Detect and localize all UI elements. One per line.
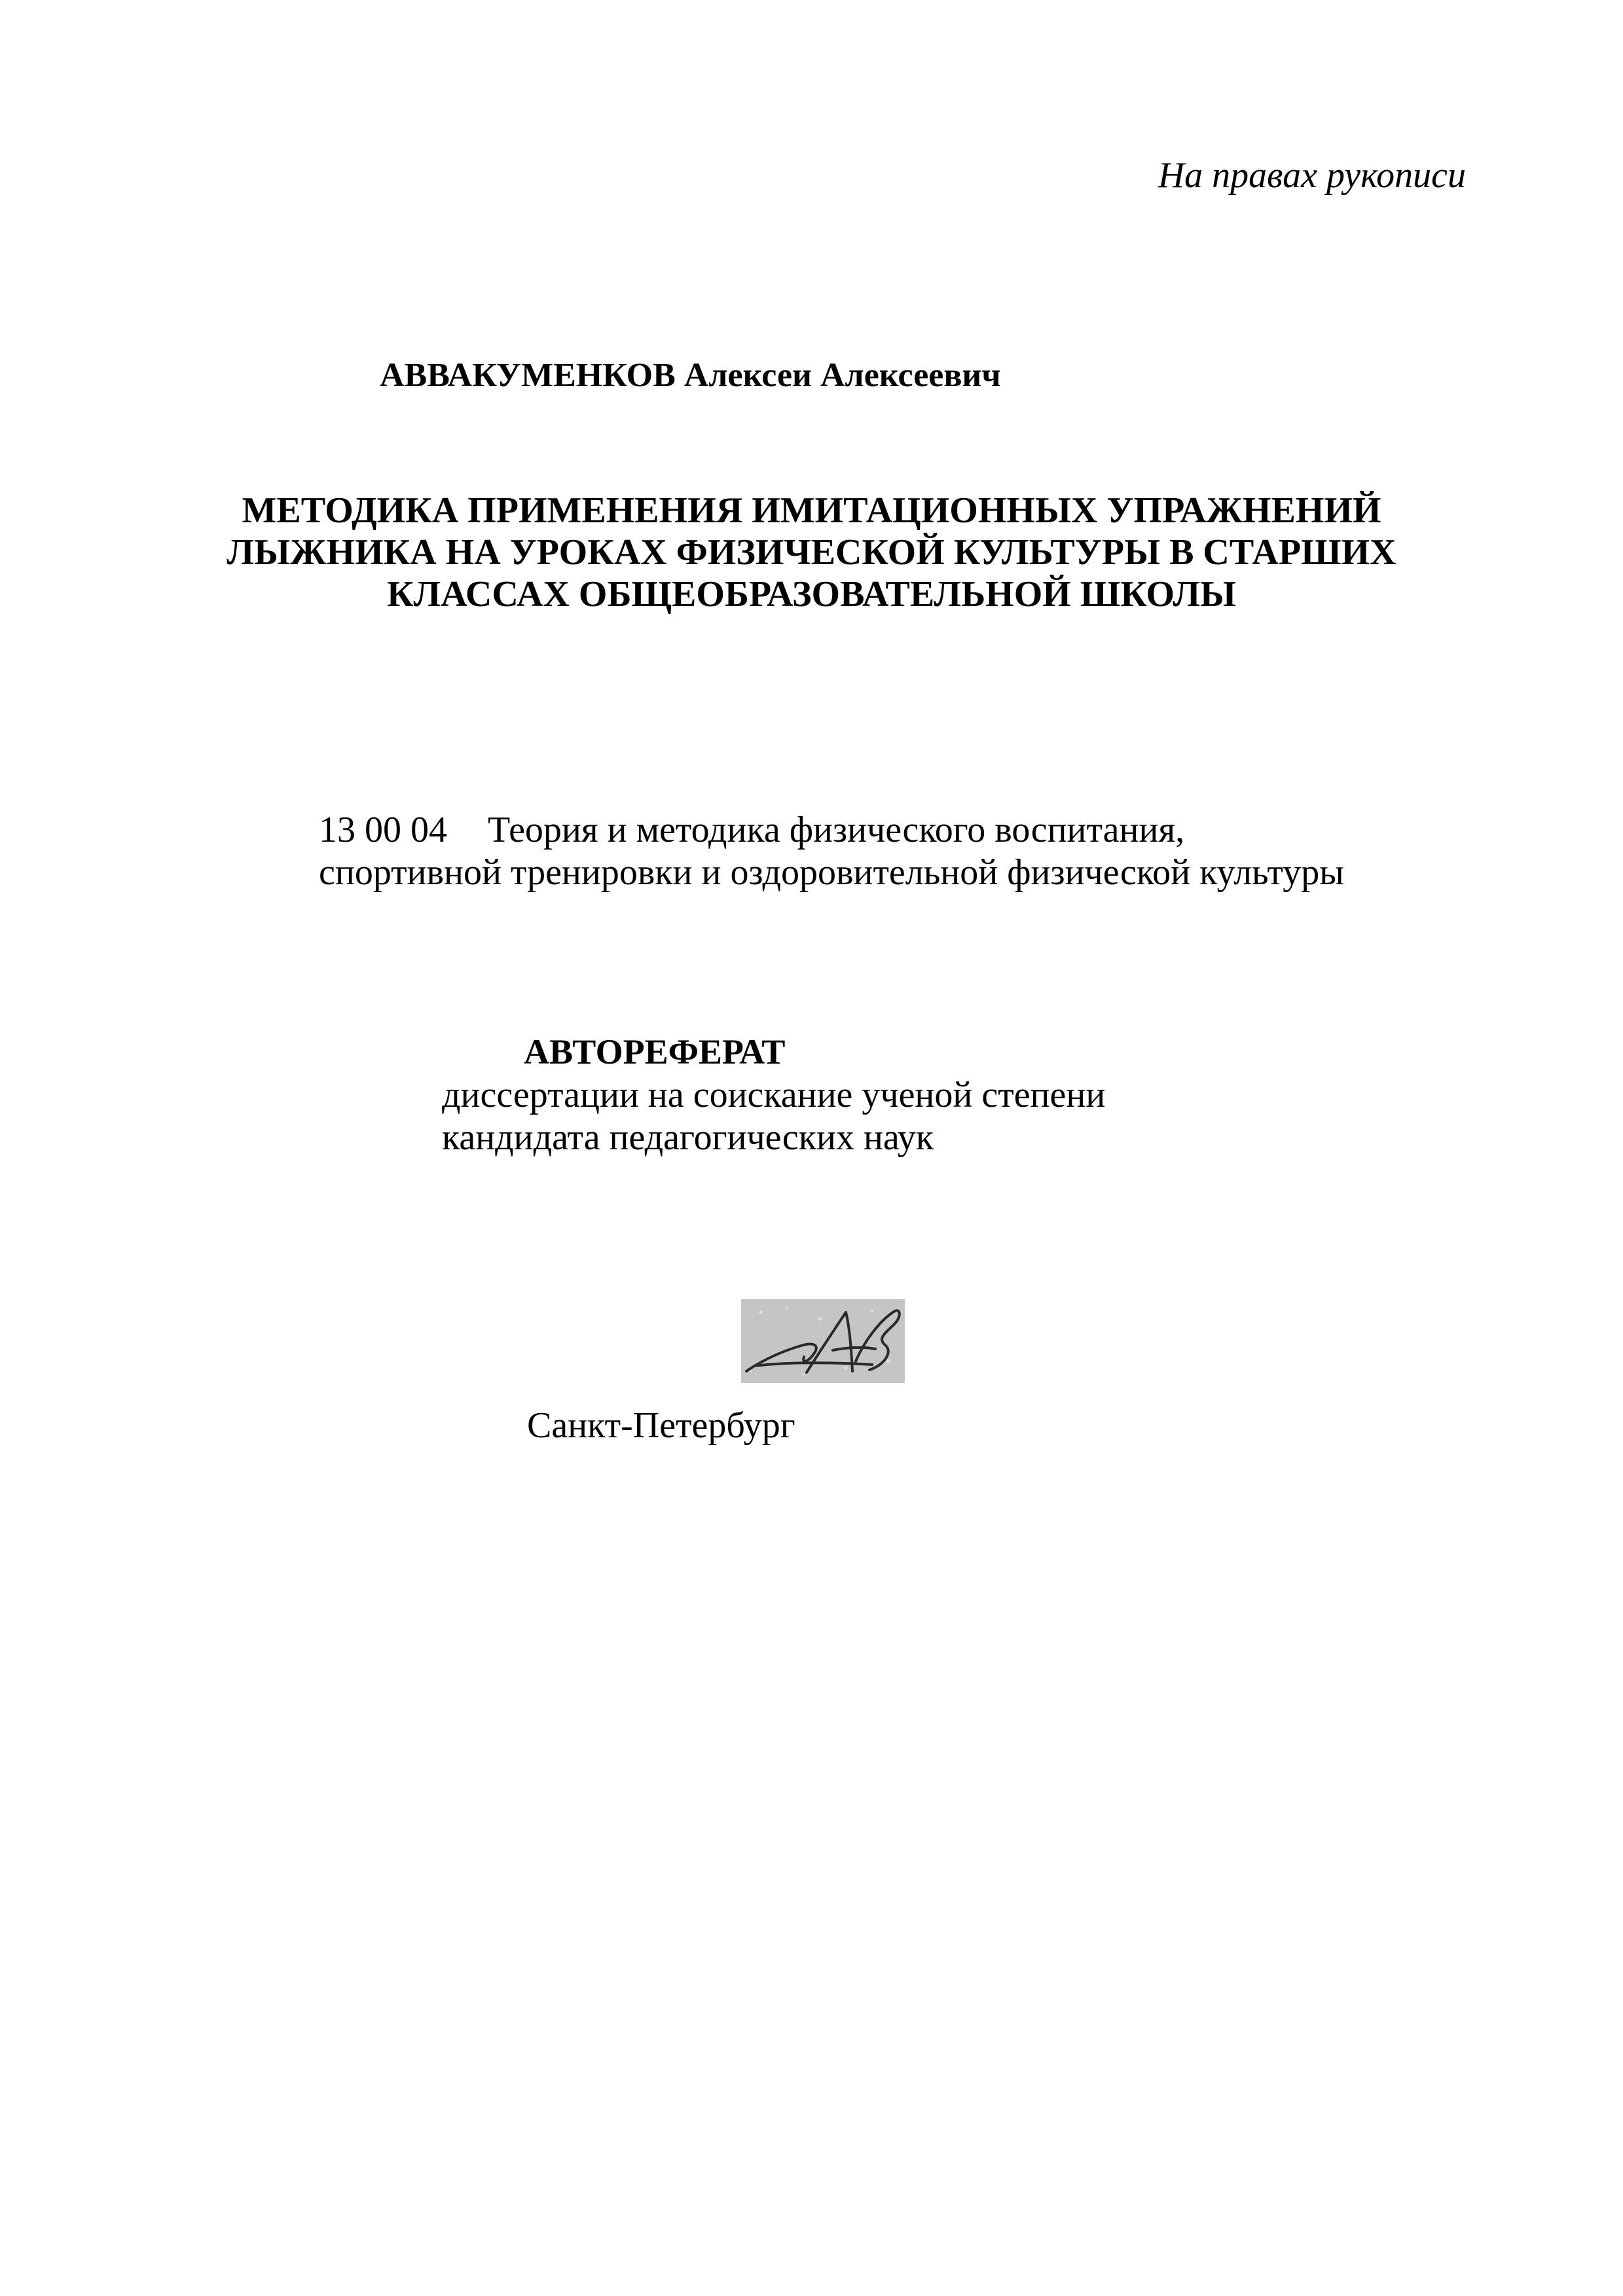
title-line: ЛЫЖНИКА НА УРОКАХ ФИЗИЧЕСКОЙ КУЛЬТУРЫ В СТАРШИХ: [227, 532, 1396, 573]
rights-note: На правах рукописи: [1158, 155, 1466, 196]
title-line: КЛАССАХ ОБЩЕОБРАЗОВАТЕЛЬНОЙ ШКОЛЫ: [386, 574, 1237, 615]
title-line: МЕТОДИКА ПРИМЕНЕНИЯ ИМИТАЦИОННЫХ УПРАЖНЕНИЙ: [242, 490, 1381, 531]
author-name: АВВАКУМЕНКОВ Алексеи Алексеевич: [380, 357, 1001, 394]
specialty-code: 13 00 04: [319, 810, 447, 850]
abstract-heading: АВТОРЕФЕРАТ: [524, 1032, 786, 1071]
specialty-name-line: Теория и методика физического воспитания,: [488, 810, 1185, 850]
abstract-subtitle-line: диссертации на соискание ученой степени: [442, 1075, 1106, 1115]
city-name: Санкт-Петербург: [527, 1405, 795, 1446]
dissertation-title: [157, 490, 1466, 615]
handwritten-signature-icon: [741, 1299, 905, 1383]
abstract-subtitle-line: кандидата педагогических наук: [442, 1117, 934, 1158]
specialty-name-line: спортивной тренировки и оздоровительной физической культуры: [319, 852, 1344, 893]
